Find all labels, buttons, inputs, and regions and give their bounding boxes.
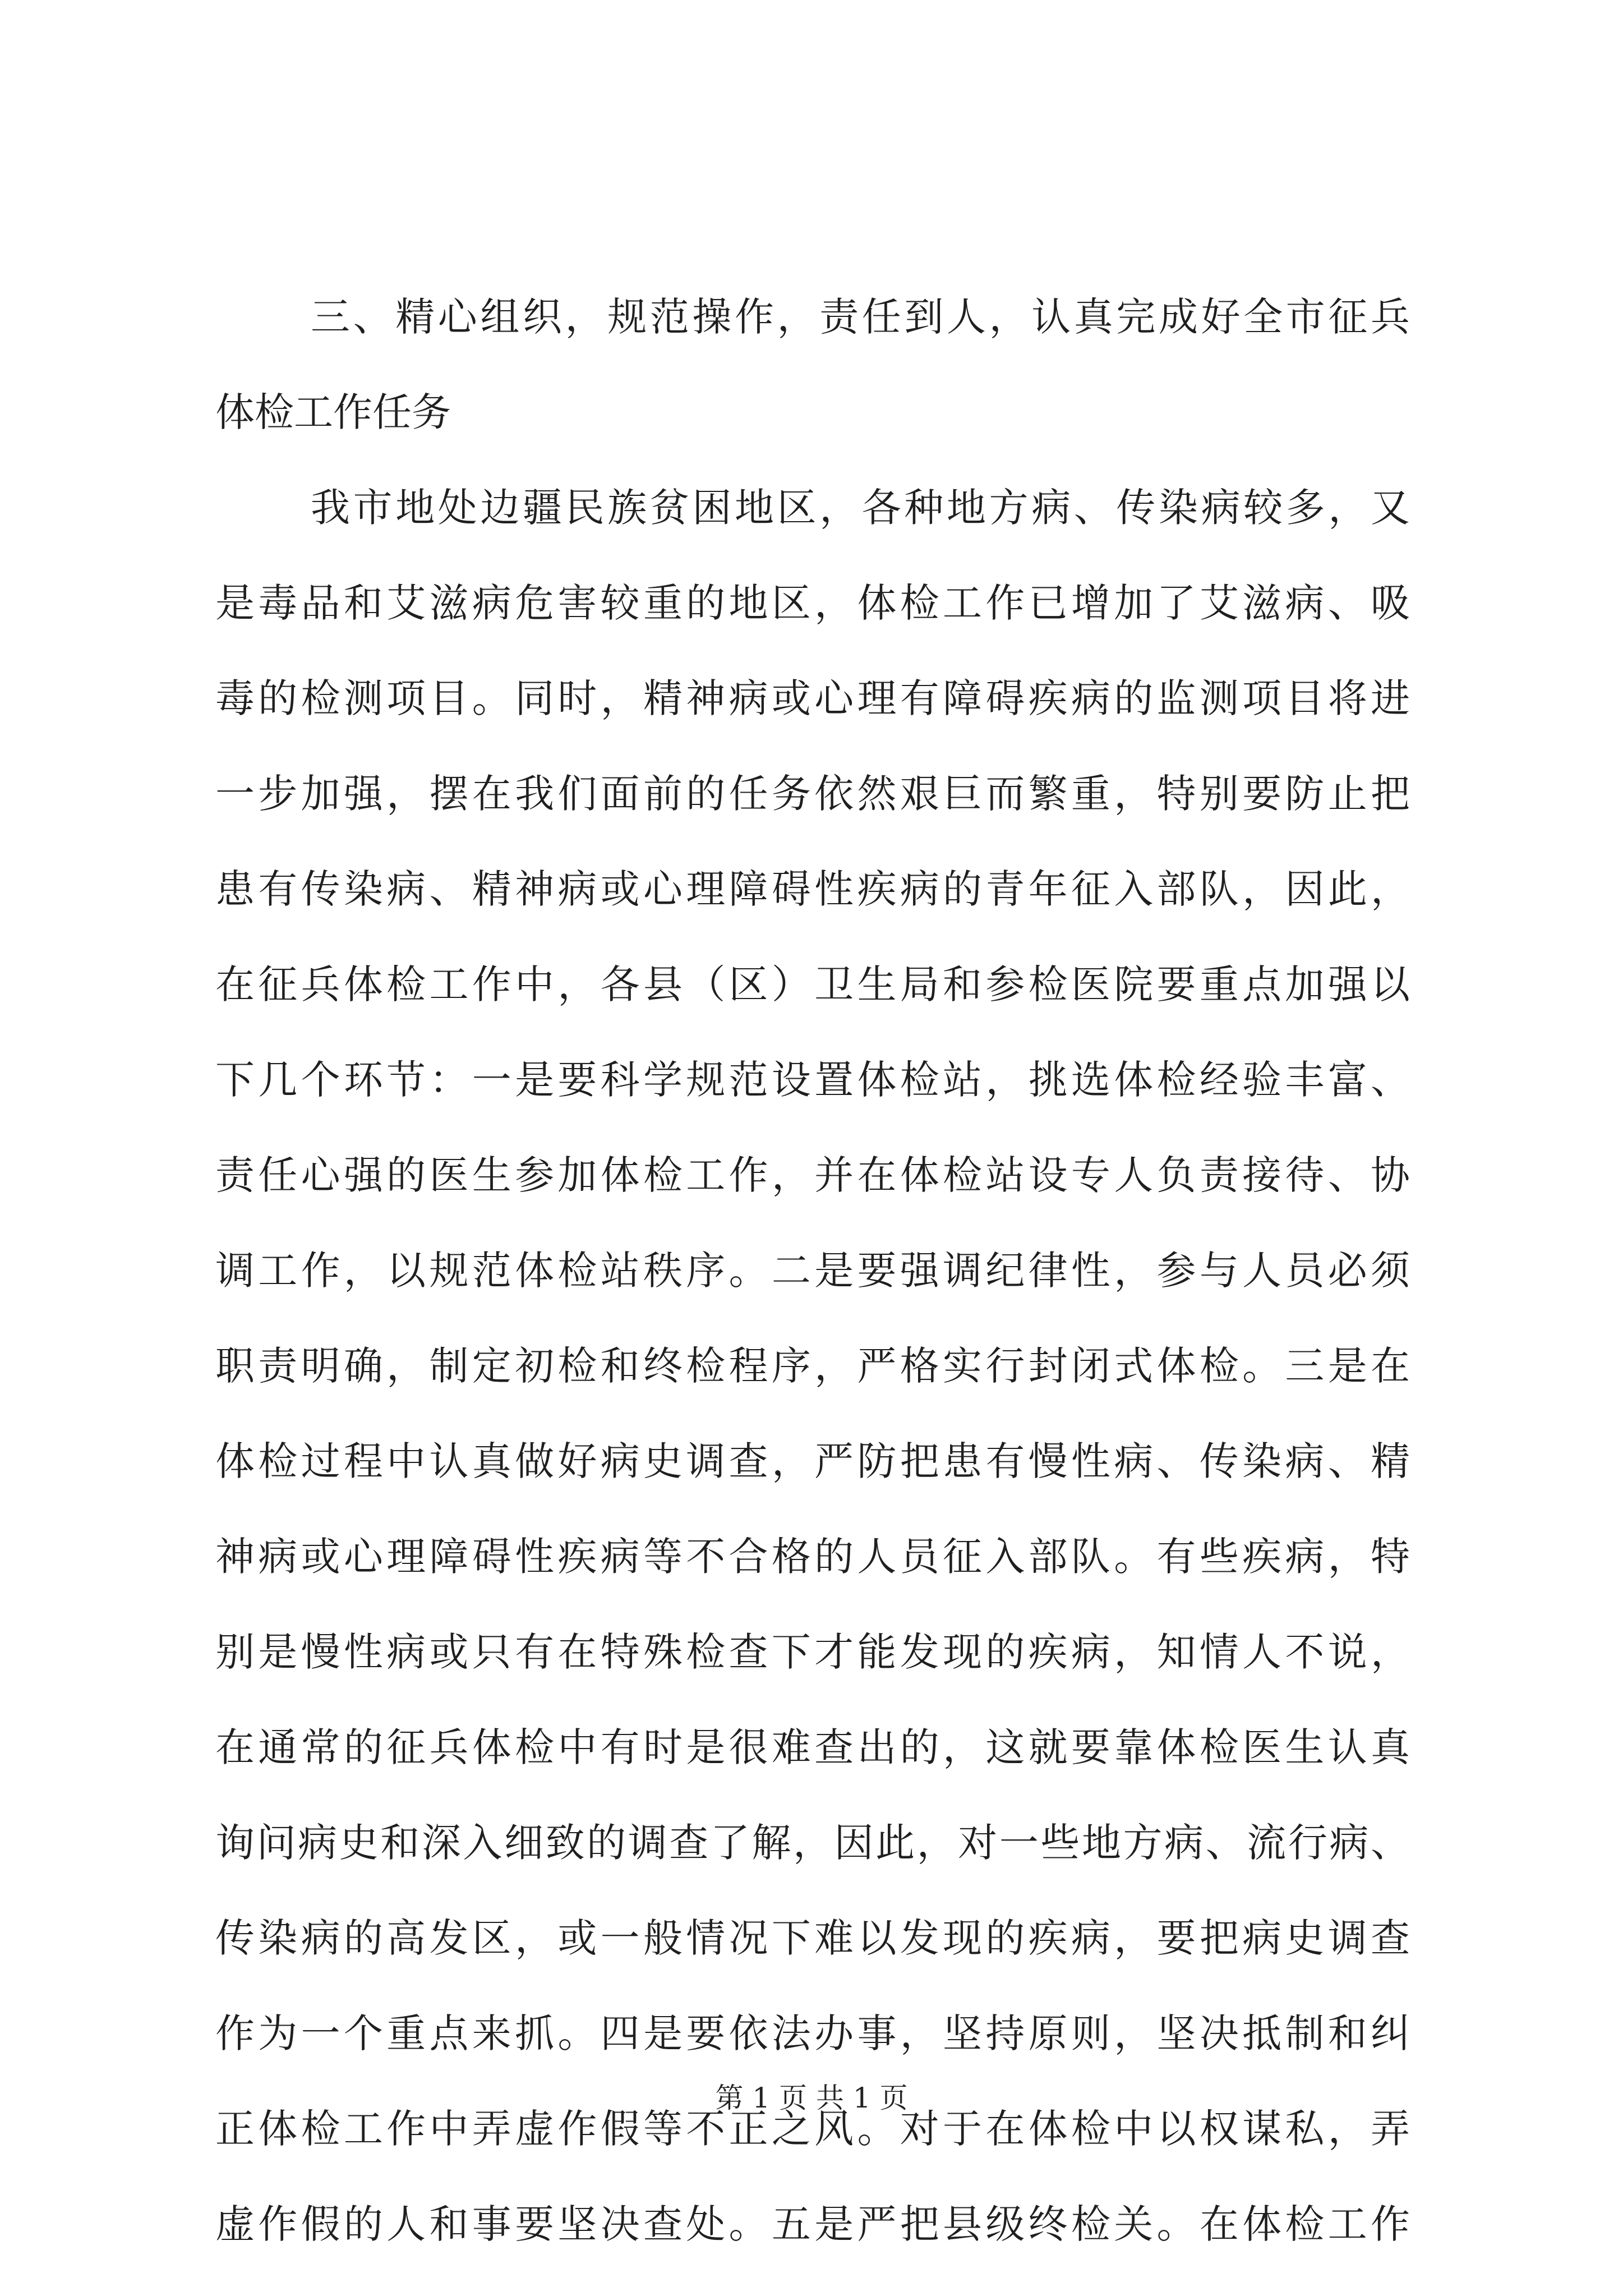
section-heading-line-1: 三、精心组织，规范操作，责任到人，认真完成好全市征兵 (311, 294, 1410, 340)
paragraph-line: 别是慢性病或只有在特殊检查下才能发现的疾病，知情人不说， (215, 1629, 1410, 1675)
paragraph-line: 询问病史和深入细致的调查了解，因此，对一些地方病、流行病、 (215, 1820, 1410, 1866)
paragraph-line: 虚作假的人和事要坚决查处。五是严把县级终检关。在体检工作 (215, 2201, 1410, 2247)
paragraph-line: 一步加强，摆在我们面前的任务依然艰巨而繁重，特别要防止把 (215, 771, 1410, 817)
paragraph-line: 正体检工作中弄虚作假等不正之风。对于在体检中以权谋私，弄 (215, 2106, 1410, 2152)
page-footer: 第 1 页 共 1 页 (715, 2082, 908, 2114)
paragraph-line: 职责明确，制定初检和终检程序，严格实行封闭式体检。三是在 (215, 1343, 1410, 1389)
paragraph-line: 下几个环节：一是要科学规范设置体检站，挑选体检经验丰富、 (215, 1057, 1410, 1103)
paragraph-line: 毒的检测项目。同时，精神病或心理有障碍疾病的监测项目将进 (215, 675, 1410, 721)
paragraph-line: 在征兵体检工作中，各县（区）卫生局和参检医院要重点加强以 (215, 961, 1410, 1007)
paragraph-line: 传染病的高发区，或一般情况下难以发现的疾病，要把病史调查 (215, 1915, 1410, 1961)
paragraph-line: 患有传染病、精神病或心理障碍性疾病的青年征入部队，因此， (215, 866, 1410, 912)
paragraph-line: 是毒品和艾滋病危害较重的地区，体检工作已增加了艾滋病、吸 (215, 580, 1410, 626)
paragraph-line: 我市地处边疆民族贫困地区，各种地方病、传染病较多，又 (311, 485, 1410, 531)
section-heading-line-2: 体检工作任务 (215, 389, 451, 435)
paragraph-line: 在通常的征兵体检中有时是很难查出的，这就要靠体检医生认真 (215, 1724, 1410, 1770)
paragraph-line: 体检过程中认真做好病史调查，严防把患有慢性病、传染病、精 (215, 1438, 1410, 1484)
paragraph-line: 责任心强的医生参加体检工作，并在体检站设专人负责接待、协 (215, 1152, 1410, 1198)
paragraph-line: 作为一个重点来抓。四是要依法办事，坚持原则，坚决抵制和纠 (215, 2010, 1410, 2056)
document-body (215, 269, 1410, 2272)
paragraph-line: 调工作，以规范体检站秩序。二是要强调纪律性，参与人员必须 (215, 1248, 1410, 1294)
paragraph-line: 神病或心理障碍性疾病等不合格的人员征入部队。有些疾病，特 (215, 1534, 1410, 1580)
